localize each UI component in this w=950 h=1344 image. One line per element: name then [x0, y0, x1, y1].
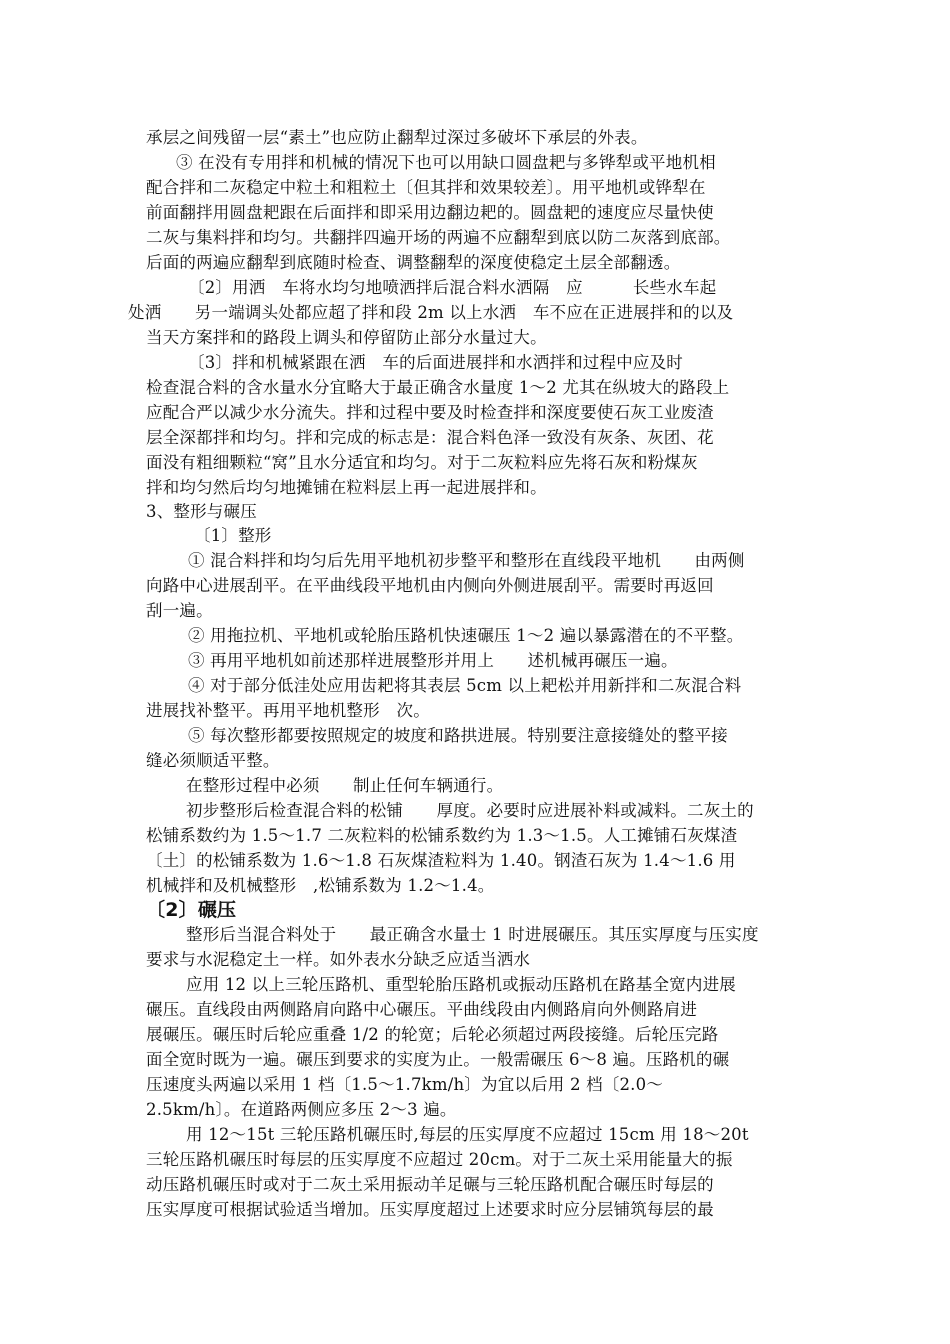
text-line: ① 混合料拌和均匀后先用平地机初步整平和整形在直线段平地机 由两侧 — [188, 551, 745, 570]
text-line: 动压路机碾压时或对于二灰土采用振动羊足碾与三轮压路机配合碾压时每层的 — [146, 1175, 714, 1194]
subsection-heading-compaction: 〔2〕碾压 — [146, 899, 237, 921]
text-line: 拌和均匀然后均匀地摊铺在粒料层上再一起进展拌和。 — [146, 478, 547, 497]
text-line: 三轮压路机碾压时每层的压实厚度不应超过 20cm。对于二灰土采用能量大的振 — [146, 1150, 733, 1169]
text-line: 二灰与集料拌和均匀。共翻拌四遍开场的两遍不应翻犁到底以防二灰落到底部。 — [146, 228, 731, 247]
text-line: 2.5km/h〕。在道路两侧应多压 2～3 遍。 — [146, 1100, 457, 1119]
subsection-heading: 〔1〕整形 — [194, 526, 272, 545]
text-line: 刮一遍。 — [146, 601, 213, 620]
section-heading: 3、整形与碾压 — [146, 502, 257, 521]
text-line: 初步整形后检查混合料的松铺 厚度。必要时应进展补料或减料。二灰土的 — [186, 801, 754, 820]
text-line: ④ 对于部分低洼处应用齿耙将其表层 5cm 以上耙松并用新拌和二灰混合料 — [188, 676, 742, 695]
text-line: 承层之间残留一层“素土”也应防止翻犁过深过多破坏下承层的外表。 — [146, 128, 648, 147]
text-line: ② 用拖拉机、平地机或轮胎压路机快速碾压 1～2 遍以暴露潜在的不平整。 — [188, 626, 744, 645]
text-line: 用 12～15t 三轮压路机碾压时,每层的压实厚度不应超过 15cm 用 18～20t — [186, 1125, 749, 1144]
text-line: ③ 在没有专用拌和机械的情况下也可以用缺口圆盘耙与多铧犁或平地机相 — [176, 153, 716, 172]
text-line: 向路中心进展刮平。在平曲线段平地机由内侧向外侧进展刮平。需要时再返回 — [146, 576, 714, 595]
text-line: 配合拌和二灰稳定中粒土和粗粒土〔但其拌和效果较差〕。用平地机或铧犁在 — [146, 178, 706, 197]
text-line: 〔土〕的松铺系数为 1.6～1.8 石灰煤渣粒料为 1.40。钢渣石灰为 1.4～1.6 用 — [146, 851, 736, 870]
text-line: 压速度头两遍以采用 1 档〔1.5～1.7km/h〕为宜以后用 2 档〔2.0～ — [146, 1075, 664, 1094]
text-line: 缝必须顺适平整。 — [146, 751, 280, 770]
text-line: 处洒 另一端调头处都应超了拌和段 2m 以上水洒 车不应在正进展拌和的以及 — [128, 303, 734, 322]
text-line: 前面翻拌用圆盘耙跟在后面拌和即采用边翻边耙的。圆盘耙的速度应尽量快使 — [146, 203, 714, 222]
text-line: 机械拌和及机械整形 ,松铺系数为 1.2～1.4。 — [146, 876, 495, 895]
text-line: 展碾压。碾压时后轮应重叠 1/2 的轮宽；后轮必须超过两段接缝。后轮压完路 — [146, 1025, 719, 1044]
text-line: 压实厚度可根据试验适当增加。压实厚度超过上述要求时应分层铺筑每层的最 — [146, 1200, 714, 1219]
text-line: 碾压。直线段由两侧路肩向路中心碾压。平曲线段由内侧路肩向外侧路肩进 — [146, 1000, 698, 1019]
text-line: ③ 再用平地机如前述那样进展整形并用上 述机械再碾压一遍。 — [188, 651, 678, 670]
text-line: 应用 12 以上三轮压路机、重型轮胎压路机或振动压路机在路基全宽内进展 — [186, 975, 736, 994]
text-line: 整形后当混合料处于 最正确含水量士 1 时进展碾压。其压实厚度与压实度 — [186, 925, 759, 944]
text-line: 应配合严以减少水分流失。拌和过程中要及时检查拌和深度要使石灰工业废渣 — [146, 403, 714, 422]
text-line: 〔3〕拌和机械紧跟在洒 车的后面进展拌和水洒拌和过程中应及时 — [188, 353, 683, 372]
text-line: 要求与水泥稳定土一样。如外表水分缺乏应适当洒水 — [146, 950, 531, 969]
text-line: 层全深都拌和均匀。拌和完成的标志是：混合料色泽一致没有灰条、灰团、花 — [146, 428, 714, 447]
text-line: 在整形过程中必须 制止任何车辆通行。 — [186, 776, 504, 795]
text-line: 面全宽时既为一遍。碾压到要求的实度为止。一般需碾压 6～8 遍。压路机的碾 — [146, 1050, 730, 1069]
text-line: 当天方案拌和的路段上调头和停留防止部分水量过大。 — [146, 328, 547, 347]
text-line: 面没有粗细颗粒“窝”且水分适宜和均匀。对于二灰粒料应先将石灰和粉煤灰 — [146, 453, 698, 472]
text-line: 后面的两遍应翻犁到底随时检查、调整翻犁的深度使稳定土层全部翻透。 — [146, 253, 681, 272]
text-line: 〔2〕用洒 车将水均匀地喷洒拌后混合料水洒隔 应 长些水车起 — [188, 278, 717, 297]
text-line: 检查混合料的含水量水分宜略大于最正确含水量度 1～2 尤其在纵坡大的路段上 — [146, 378, 730, 397]
text-line: 松铺系数约为 1.5～1.7 二灰粒料的松铺系数约为 1.3～1.5。人工摊铺石灰煤渣 — [146, 826, 738, 845]
text-line: ⑤ 每次整形都要按照规定的坡度和路拱进展。特别要注意接缝处的整平接 — [188, 726, 728, 745]
text-line: 进展找补整平。再用平地机整形 次。 — [146, 701, 430, 720]
